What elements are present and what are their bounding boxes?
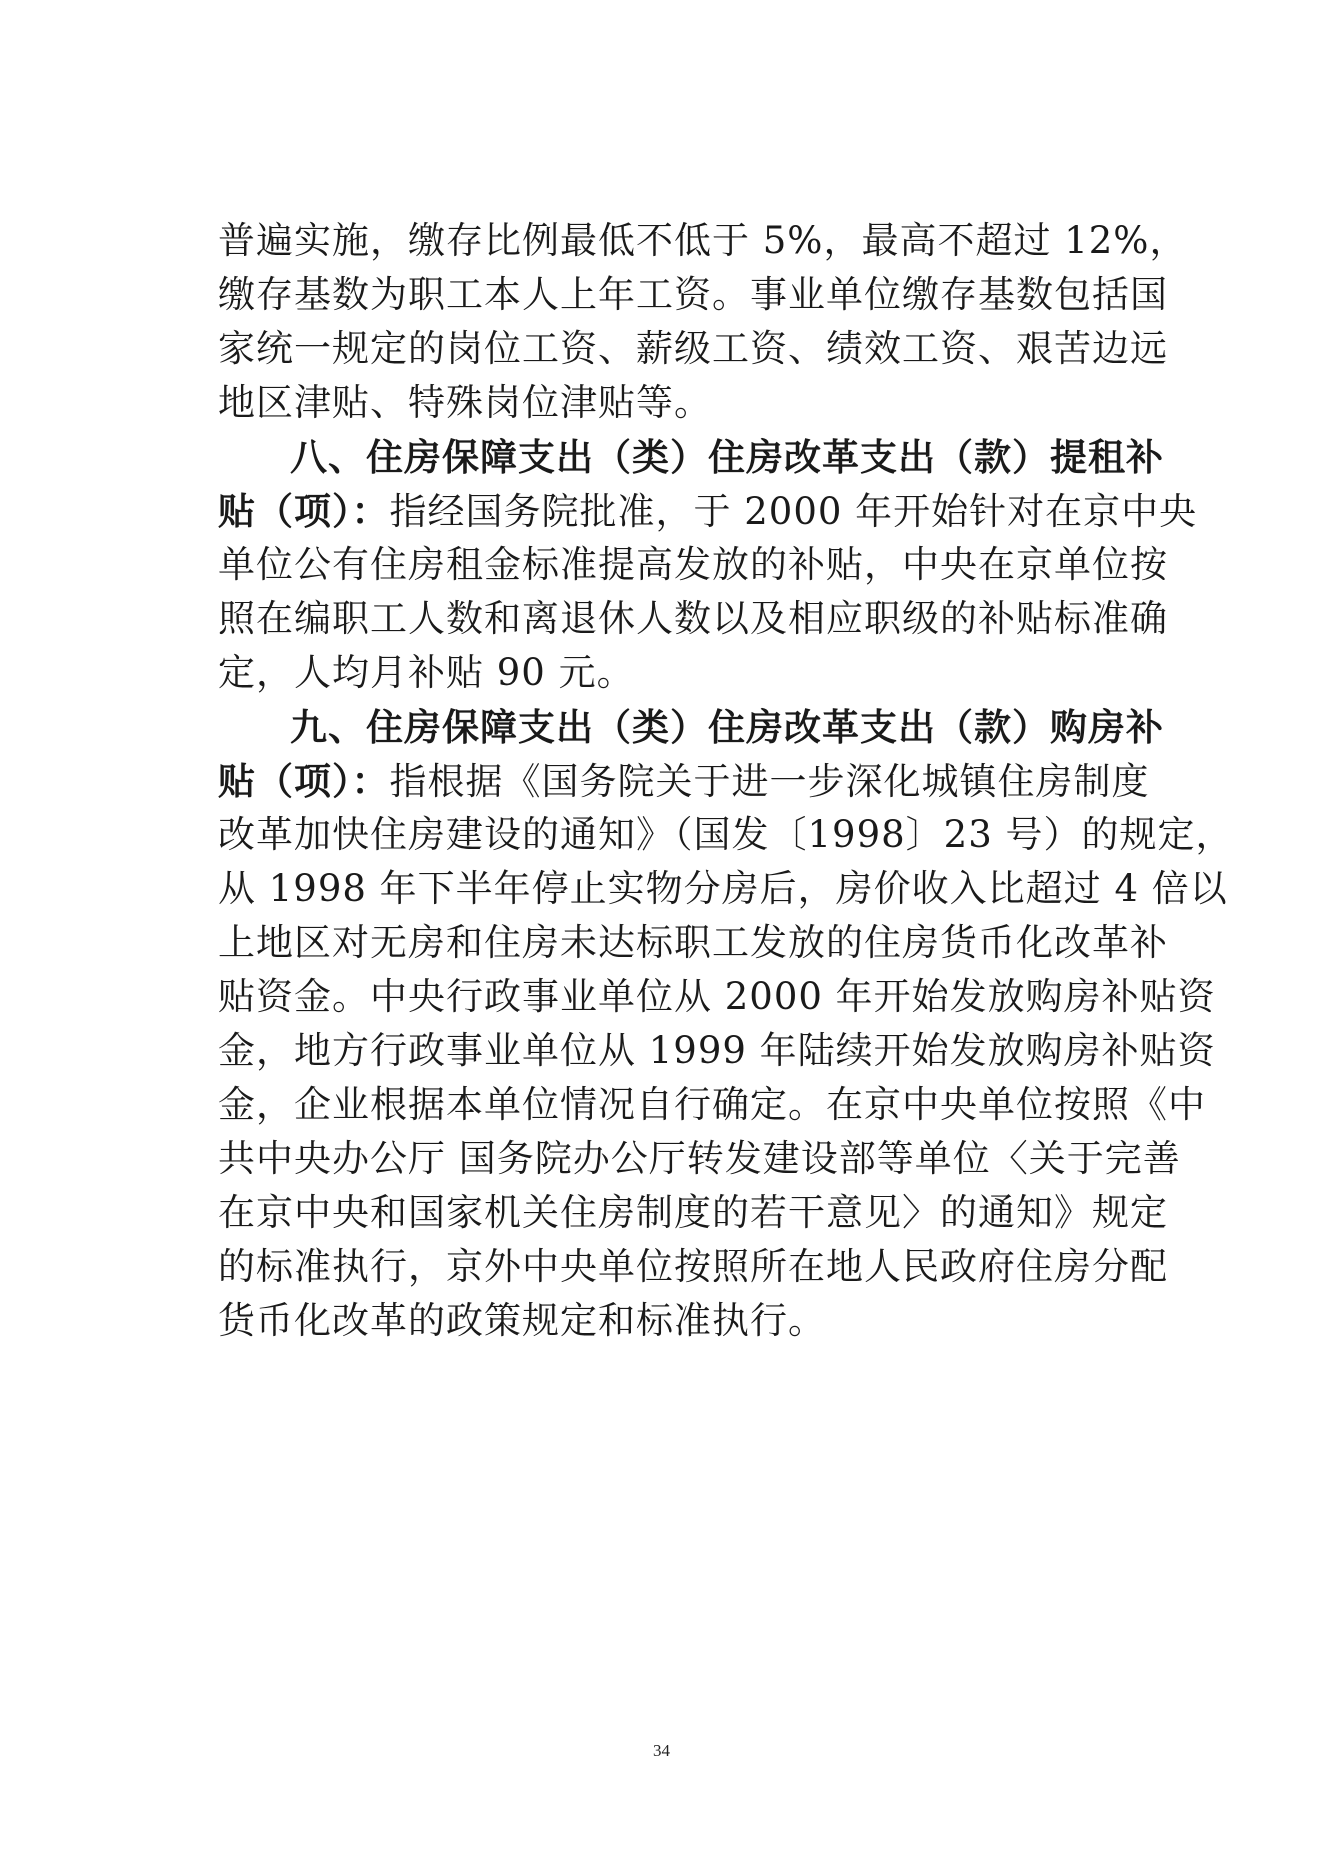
- body-text-line: 定，人均月补贴 90 元。: [218, 651, 635, 694]
- body-text-line: 改革加快住房建设的通知》（国发〔1998〕23 号）的规定，: [218, 813, 1234, 856]
- body-text-line: [218, 489, 1198, 534]
- body-text-line: 上地区对无房和住房未达标职工发放的住房货币化改革补: [218, 921, 1168, 964]
- body-text-span: 指根据《国务院关于进一步深化城镇住房制度: [389, 760, 1150, 803]
- body-text-line: 共中央办公厅 国务院办公厅转发建设部等单位〈关于完善: [218, 1137, 1181, 1180]
- section-heading-8-cont: 贴（项）：: [218, 489, 390, 533]
- page-number: 34: [653, 1741, 670, 1760]
- body-text-line: 金，企业根据本单位情况自行确定。在京中央单位按照《中: [218, 1083, 1206, 1126]
- body-text-line: 照在编职工人数和离退休人数以及相应职级的补贴标准确: [218, 597, 1168, 640]
- section-heading-8: 八、住房保障支出（类）住房改革支出（款）提租补: [290, 435, 1164, 479]
- body-text-line: 缴存基数为职工本人上年工资。事业单位缴存基数包括国: [218, 273, 1168, 316]
- body-text-line: 货币化改革的政策规定和标准执行。: [218, 1299, 826, 1342]
- section-heading-9-cont: 贴（项）：: [218, 759, 390, 803]
- body-text-line: 地区津贴、特殊岗位津贴等。: [218, 381, 712, 424]
- section-heading-9: 九、住房保障支出（类）住房改革支出（款）购房补: [290, 705, 1164, 749]
- body-text-line: [218, 759, 1150, 804]
- body-text-line: 从 1998 年下半年停止实物分房后，房价收入比超过 4 倍以: [218, 867, 1228, 910]
- body-text-line: 贴资金。中央行政事业单位从 2000 年开始发放购房补贴资: [218, 975, 1216, 1018]
- body-text-line: 金，地方行政事业单位从 1999 年陆续开始发放购房补贴资: [218, 1029, 1216, 1072]
- body-text-line: 的标准执行，京外中央单位按照所在地人民政府住房分配: [218, 1245, 1168, 1288]
- body-text-line: 普遍实施，缴存比例最低不低于 5%，最高不超过 12%，: [218, 219, 1188, 262]
- body-text-line: 单位公有住房租金标准提高发放的补贴，中央在京单位按: [218, 543, 1168, 586]
- body-text-line: 在京中央和国家机关住房制度的若干意见〉的通知》规定: [218, 1191, 1168, 1234]
- body-text-span: 指经国务院批准，于 2000 年开始针对在京中央: [389, 490, 1198, 533]
- body-text-line: 家统一规定的岗位工资、薪级工资、绩效工资、艰苦边远: [218, 327, 1168, 370]
